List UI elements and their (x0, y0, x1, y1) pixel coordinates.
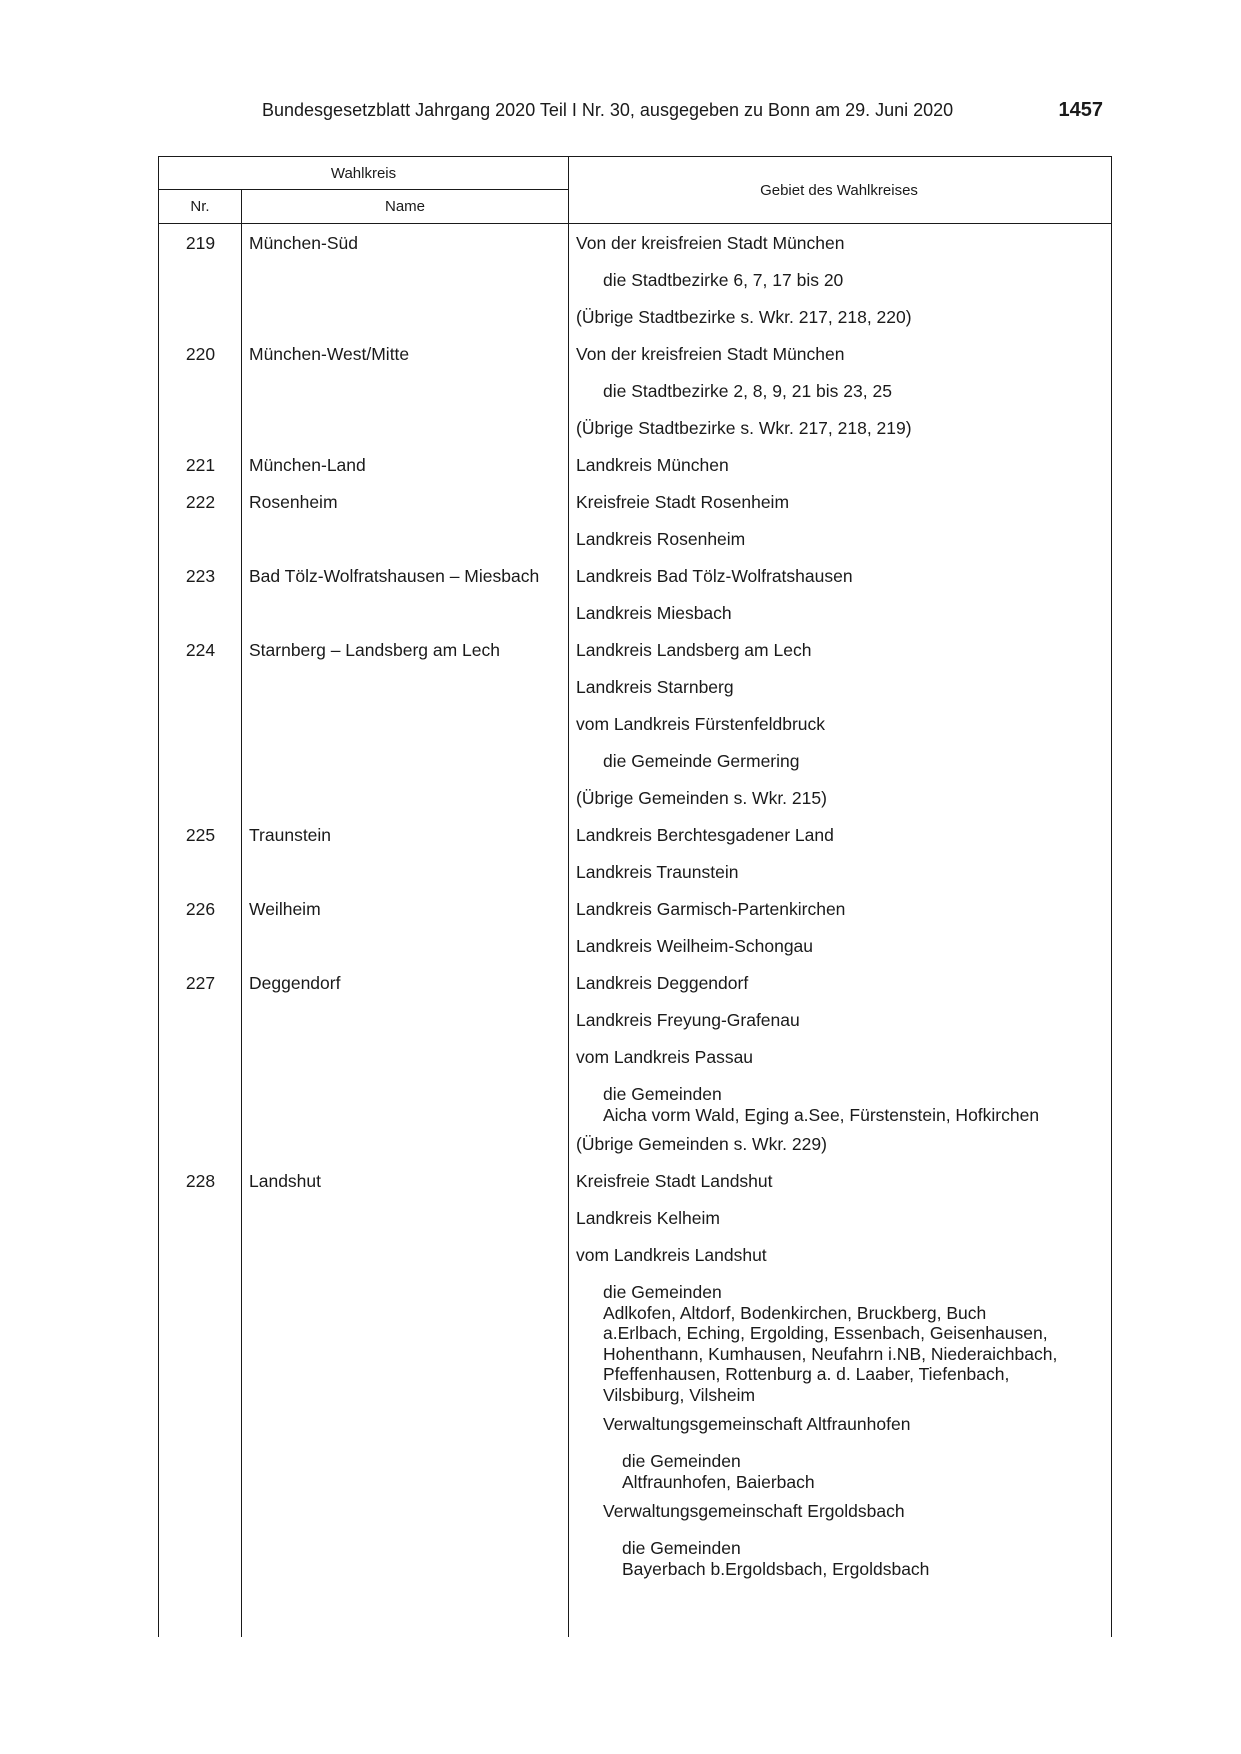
district-name (242, 1125, 569, 1162)
district-number (159, 668, 242, 705)
table-row (159, 742, 1111, 779)
area-line: Landkreis Miesbach (576, 603, 732, 623)
table-row (159, 631, 1111, 668)
district-name (242, 261, 569, 298)
area-line: Landkreis Starnberg (576, 677, 734, 697)
district-area (569, 964, 1111, 1001)
district-number (159, 298, 242, 335)
district-name (242, 779, 569, 816)
district-area (569, 1162, 1111, 1199)
header-gebiet: Gebiet des Wahlkreises (760, 181, 918, 199)
area-line: Verwaltungsgemeinschaft Ergoldsbach (603, 1501, 905, 1521)
table-row (159, 446, 1111, 483)
district-number (159, 1405, 242, 1442)
area-line: die Gemeinde Germering (603, 751, 800, 771)
district-name: Rosenheim (249, 492, 338, 512)
table-row (159, 224, 1111, 261)
area-line: Landkreis München (576, 455, 729, 475)
header-name: Name (384, 198, 425, 215)
area-line: Pfeffenhausen, Rottenburg a. d. Laaber, Tiefenbach, (603, 1364, 1010, 1384)
district-name (242, 1038, 569, 1075)
area-line: Bayerbach b.Ergoldsbach, Ergoldsbach (622, 1558, 930, 1579)
district-name: Weilheim (249, 899, 321, 919)
table-row (159, 1199, 1111, 1236)
table-row (159, 1442, 1111, 1492)
district-name (242, 1492, 569, 1529)
district-area (569, 594, 1111, 631)
table-row (159, 1162, 1111, 1199)
district-name (242, 372, 569, 409)
district-name (242, 927, 569, 964)
district-name (242, 1442, 569, 1492)
district-number: 223 (185, 566, 216, 586)
table-row (159, 816, 1111, 853)
table-row (159, 261, 1111, 298)
table-row (159, 1273, 1111, 1405)
table-row (159, 1075, 1111, 1125)
electoral-district-table (158, 156, 1112, 1637)
district-number (159, 927, 242, 964)
table-row (159, 409, 1111, 446)
area-line: Kreisfreie Stadt Rosenheim (576, 492, 790, 512)
table-row (159, 594, 1111, 631)
district-number (159, 1199, 242, 1236)
area-line: Landkreis Landsberg am Lech (576, 640, 812, 660)
area-line: Landkreis Kelheim (576, 1208, 720, 1228)
district-area (569, 1405, 1111, 1442)
district-area (569, 1492, 1111, 1529)
district-number (159, 594, 242, 631)
area-line: Landkreis Freyung-Grafenau (576, 1010, 800, 1030)
district-area (569, 1001, 1111, 1038)
district-area (569, 853, 1111, 890)
table-row (159, 1492, 1111, 1529)
table-row (159, 668, 1111, 705)
district-number (159, 520, 242, 557)
table-row (159, 557, 1111, 594)
area-line: Landkreis Berchtesgadener Land (576, 825, 834, 845)
area-line: Hohenthann, Kumhausen, Neufahrn i.NB, Niederaichbach, (603, 1343, 1058, 1364)
district-area (569, 446, 1111, 483)
area-line: Landkreis Bad Tölz-Wolfratshausen (576, 566, 853, 586)
district-name (242, 1001, 569, 1038)
district-area (569, 742, 1111, 779)
district-area (569, 1273, 1111, 1405)
district-number (159, 705, 242, 742)
district-area (569, 1075, 1111, 1125)
area-line: die Gemeinden (603, 1282, 722, 1302)
district-area (569, 927, 1111, 964)
table-row (159, 705, 1111, 742)
district-number (159, 1001, 242, 1038)
district-number (159, 261, 242, 298)
area-line: Landkreis Traunstein (576, 862, 739, 882)
district-number (159, 1529, 242, 1579)
area-line: vom Landkreis Passau (576, 1047, 754, 1067)
table-row (159, 779, 1111, 816)
area-line: Landkreis Garmisch-Partenkirchen (576, 899, 846, 919)
district-area (569, 816, 1111, 853)
district-number (159, 1442, 242, 1492)
district-name (242, 705, 569, 742)
area-line: die Gemeinden (622, 1451, 741, 1471)
district-area (569, 705, 1111, 742)
district-area (569, 668, 1111, 705)
district-area (569, 890, 1111, 927)
district-name: München-Land (249, 455, 366, 475)
header-wahlkreis: Wahlkreis (159, 157, 568, 190)
table-row (159, 298, 1111, 335)
area-line: (Übrige Gemeinden s. Wkr. 215) (576, 788, 827, 808)
running-title: Bundesgesetzblatt Jahrgang 2020 Teil I Nr. 30, ausgegeben zu Bonn am 29. Juni 2020 (262, 100, 954, 120)
district-number: 219 (185, 233, 216, 253)
district-number (159, 1125, 242, 1162)
district-name (242, 594, 569, 631)
district-number (159, 1038, 242, 1075)
district-area (569, 1236, 1111, 1273)
district-area (569, 779, 1111, 816)
area-line: a.Erlbach, Eching, Ergolding, Essenbach, Geisenhausen, (603, 1323, 1048, 1343)
district-number: 228 (185, 1171, 216, 1191)
table-row (159, 483, 1111, 520)
area-line: Verwaltungsgemeinschaft Altfraunhofen (603, 1414, 911, 1434)
district-name: Deggendorf (249, 973, 341, 993)
area-line: Altfraunhofen, Baierbach (622, 1471, 815, 1492)
district-name: Bad Tölz-Wolfratshausen – Miesbach (249, 566, 540, 586)
district-name (242, 1273, 569, 1405)
district-number (159, 779, 242, 816)
district-area (569, 1442, 1111, 1492)
area-line: Kreisfreie Stadt Landshut (576, 1171, 773, 1191)
district-number (159, 1492, 242, 1529)
district-name (242, 520, 569, 557)
table-row (159, 853, 1111, 890)
district-number (159, 409, 242, 446)
table-row (159, 1125, 1111, 1162)
table-row (159, 520, 1111, 557)
district-area (569, 520, 1111, 557)
area-line: (Übrige Stadtbezirke s. Wkr. 217, 218, 219) (576, 418, 912, 438)
district-number: 220 (185, 344, 216, 364)
district-number (159, 742, 242, 779)
district-area (569, 483, 1111, 520)
district-area (569, 298, 1111, 335)
district-name: München-West/Mitte (249, 344, 410, 364)
district-name (242, 853, 569, 890)
district-number (159, 372, 242, 409)
district-area (569, 335, 1111, 372)
district-area (569, 1125, 1111, 1162)
district-name (242, 1529, 569, 1579)
area-line: Landkreis Rosenheim (576, 529, 746, 549)
district-area (569, 1038, 1111, 1075)
page-number: 1457 (1058, 99, 1103, 121)
area-line: vom Landkreis Fürstenfeldbruck (576, 714, 825, 734)
district-area (569, 409, 1111, 446)
district-area (569, 631, 1111, 668)
district-number (159, 1236, 242, 1273)
area-line: die Gemeinden (622, 1538, 741, 1558)
district-name (242, 1199, 569, 1236)
district-number: 224 (185, 640, 216, 660)
district-number (159, 1075, 242, 1125)
district-number (159, 1273, 242, 1405)
district-area (569, 557, 1111, 594)
district-name: Starnberg – Landsberg am Lech (249, 640, 500, 660)
district-number: 226 (185, 899, 216, 919)
table-row (159, 890, 1111, 927)
table-row (159, 335, 1111, 372)
table-row (159, 1001, 1111, 1038)
district-number: 227 (185, 973, 216, 993)
district-name: Traunstein (249, 825, 332, 845)
district-name (242, 668, 569, 705)
district-name (242, 1236, 569, 1273)
area-line: Landkreis Deggendorf (576, 973, 749, 993)
district-name (242, 1075, 569, 1125)
area-line: die Gemeinden (603, 1084, 722, 1104)
district-area (569, 224, 1111, 261)
table-row (159, 927, 1111, 964)
district-area (569, 1199, 1111, 1236)
area-line: die Stadtbezirke 6, 7, 17 bis 20 (603, 270, 844, 290)
district-name (242, 1405, 569, 1442)
district-name: München-Süd (249, 233, 358, 253)
area-line: Aicha vorm Wald, Eging a.See, Fürstenstein, Hofkirchen (603, 1104, 1040, 1125)
area-line: Landkreis Weilheim-Schongau (576, 936, 814, 956)
table-row (159, 1236, 1111, 1273)
table-row (159, 1405, 1111, 1442)
table-row (159, 964, 1111, 1001)
area-line: (Übrige Gemeinden s. Wkr. 229) (576, 1134, 827, 1154)
district-number: 222 (185, 492, 216, 512)
area-line: (Übrige Stadtbezirke s. Wkr. 217, 218, 220) (576, 307, 912, 327)
district-area (569, 261, 1111, 298)
district-name (242, 409, 569, 446)
table-row (159, 1529, 1111, 1579)
area-line: Von der kreisfreien Stadt München (576, 344, 845, 364)
district-area (569, 372, 1111, 409)
district-name: Landshut (249, 1171, 322, 1191)
table-row (159, 1038, 1111, 1075)
area-line: die Stadtbezirke 2, 8, 9, 21 bis 23, 25 (603, 381, 892, 401)
table-body (159, 224, 1111, 1579)
table-row (159, 372, 1111, 409)
district-name (242, 742, 569, 779)
district-number: 225 (185, 825, 216, 845)
district-number: 221 (185, 455, 216, 475)
area-line: Von der kreisfreien Stadt München (576, 233, 845, 253)
district-number (159, 853, 242, 890)
area-line: Vilsbiburg, Vilsheim (603, 1384, 756, 1405)
area-line: Adlkofen, Altdorf, Bodenkirchen, Bruckberg, Buch (603, 1302, 987, 1323)
district-name (242, 298, 569, 335)
district-area (569, 1529, 1111, 1579)
header-nr: Nr. (190, 198, 210, 215)
area-line: vom Landkreis Landshut (576, 1245, 767, 1265)
